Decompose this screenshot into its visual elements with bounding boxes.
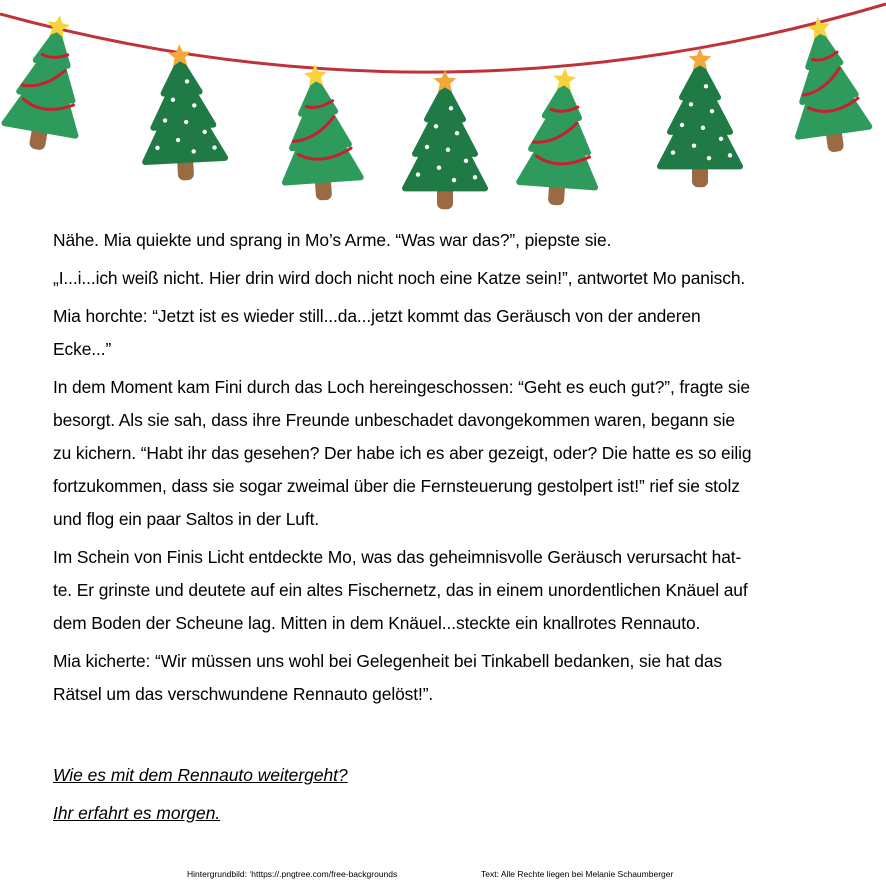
teaser-line-1: Wie es mit dem Rennauto weitergeht? bbox=[53, 765, 348, 785]
tree-dot bbox=[728, 153, 732, 157]
teaser bbox=[53, 756, 348, 832]
tree-dot bbox=[434, 124, 438, 128]
story-paragraph-5: Im Schein von Finis Licht entdeckte Mo, was das geheimnisvolle Geräusch verursacht hat- te. Er grinste und deutete auf ein altes Fischernetz, das in einem unordentlichen Knäuel auf dem Boden der Scheune lag. Mitten in dem Knäuel...steckte ein knallrotes Rennauto. bbox=[53, 547, 748, 633]
christmas-tree-icon bbox=[277, 62, 362, 203]
christmas-tree-icon bbox=[660, 48, 740, 187]
christmas-tree-icon bbox=[518, 66, 603, 208]
tree-dot bbox=[701, 126, 705, 130]
christmas-tree-garland bbox=[0, 0, 886, 225]
story-paragraph-2: „I...i...ich weiß nicht. Hier drin wird doch nicht noch eine Katze sein!”, antwortet Mo panisch. bbox=[53, 268, 746, 288]
story-paragraph-6: Mia kicherte: “Wir müssen uns wohl bei Gelegenheit bei Tinkabell bedanken, sie hat das Rätsel um das verschwundene Rennauto gelöst!”. bbox=[53, 651, 723, 704]
tree-dot bbox=[446, 148, 450, 152]
teaser-line-2: Ihr erfahrt es morgen. bbox=[53, 803, 221, 823]
tree-dot bbox=[671, 150, 675, 154]
tree-dot bbox=[680, 123, 684, 127]
tree-dot bbox=[689, 102, 693, 106]
tree-dot bbox=[452, 178, 456, 182]
tree-dot bbox=[719, 137, 723, 141]
background-credit: Hintergrundbild: ‘htttps://.pngtree.com/free-backgrounds bbox=[187, 869, 398, 879]
christmas-tree-icon bbox=[405, 70, 485, 209]
tree-dot bbox=[707, 156, 711, 160]
tree-dot bbox=[710, 109, 714, 113]
story-text bbox=[53, 224, 843, 716]
garland-rope bbox=[0, 4, 886, 72]
tree-dot bbox=[464, 159, 468, 163]
story-paragraph-3: Mia horchte: “Jetzt ist es wieder still...da...jetzt kommt das Geräusch von der anderen Ecke...” bbox=[53, 306, 701, 359]
story-paragraph-4: In dem Moment kam Fini durch das Loch hereingeschossen: “Geht es euch gut?”, fragte sie besorgt. Als sie sah, dass ihre Freunde unbeschadet davongekommen waren, begann sie zu kichern. “Habt ihr das gesehen? Der habe ich es aber gezeigt, oder? Die hatte es so eilig fortzukommen, dass sie sogar zweimal über die Fernsteuerung gestolpert ist!” rief sie stolz und flog ein paar Saltos in der Luft. bbox=[53, 377, 752, 529]
tree-dot bbox=[416, 172, 420, 176]
tree-body bbox=[140, 58, 225, 162]
tree-dot bbox=[473, 175, 477, 179]
tree-dot bbox=[449, 106, 453, 110]
text-credit: Text: Alle Rechte liegen bei Melanie Schaumberger bbox=[481, 869, 674, 879]
christmas-tree-icon bbox=[1, 9, 96, 156]
tree-dot bbox=[455, 131, 459, 135]
christmas-tree-icon bbox=[139, 42, 226, 182]
tree-dot bbox=[704, 84, 708, 88]
christmas-tree-icon bbox=[782, 12, 872, 157]
tree-dot bbox=[437, 166, 441, 170]
tree-dot bbox=[692, 144, 696, 148]
tree-dot bbox=[425, 145, 429, 149]
story-paragraph-1: Nähe. Mia quiekte und sprang in Mo’s Arme. “Was war das?”, piepste sie. bbox=[53, 230, 612, 250]
